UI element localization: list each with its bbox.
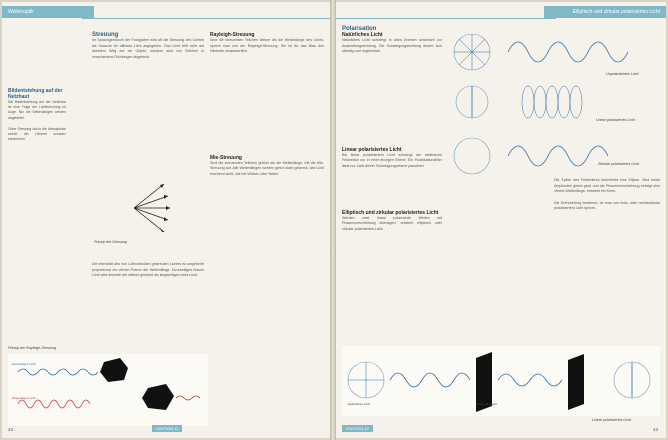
streuung-text-a: Im Sprachgebrauch der Fotografen wird oft die Streuung des Lichtes als Ursache für diffuses Licht angegeben. Das Licht trifft nicht auf direktem Weg auf ein Objekt, sondern wird von Teilchen in verschiedene Richtungen abgelenkt. [92,38,204,59]
unpolarized-caption: Unpolarisiertes Licht [606,72,639,76]
streuung-text-b: Die Intensität des von Luftmolekülen gestreuten Lichtes ist umgekehrt proportional zur vierten Potenz der Wellenlänge. Kurzwelliges blaues Licht wird deshalb viel stärker gestreut als langwelliges rotes Licht. [92,262,204,278]
mie-heading: Mie-Streuung [210,154,242,161]
left-section-badge: LEKTION 11 [152,425,182,432]
header-rule [82,18,330,19]
short-wave-label: kurzwelliges Licht [12,362,36,366]
sidebar-text-2: Ohne Streuung durch die Atmosphäre würde der Himmel schwarz erscheinen. [8,126,66,142]
rayleigh-caption: Prinzip der Rayleigh-Streuung [8,346,56,350]
bottom-cap-2: linear polarisiert [476,402,498,406]
natural-light-heading: Natürliches Licht [342,32,383,38]
scattering-figure [94,178,204,238]
right-text-b: Die Drehrichtung bestimmt, ob man von links- oder rechtszirkular polarisiertem Licht spricht. [554,200,660,211]
right-col-1 [342,26,442,232]
left-section [152,425,182,432]
left-col-1b [92,262,204,279]
rayleigh-text: Sind die streuenden Teilchen kleiner als die Wellenlänge des Lichts, spricht man von der Rayleigh-Streuung. Sie ist für das Blau des Himmels verantwortlich. [210,38,324,54]
left-col-1 [92,32,204,60]
polarisation-heading: Polarisation [342,26,377,32]
streuung-heading: Streuung [92,32,119,38]
sidebar [8,88,66,142]
linear-caption: Linear polarisiertes Licht [596,118,635,122]
scattering-caption: Prinzip der Streuung [94,240,127,244]
bottom-cap-3: Linear polarisiertes Licht [592,418,631,422]
linear-heading: Linear polarisiertes Licht [342,146,402,153]
right-section-badge: LEKTION 12 [342,425,373,432]
elliptic-text: Werden zwei linear polarisierte Wellen mit Phasenverschiebung überlagert, entsteht elliptisch oder zirkular polarisiertes Licht. [342,215,442,231]
right-section [342,425,373,432]
sidebar-title: Bildentstehung auf der Netzhaut [8,88,63,100]
sidebar-text-1: Die Bildentstehung auf der Netzhaut ist eine Folge der Lichtbrechung im Auge. Nur die Wellenlängen werden abgebildet. [8,100,66,120]
rayleigh-figure [8,354,208,426]
header-rule-right [336,18,556,19]
bottom-cap-1: Natürliches Licht [348,402,371,406]
left-page [2,2,330,438]
right-page-number: 43 [652,427,658,432]
right-text-a: Die Spitze des Feldvektors beschreibt eine Ellipse. Sind beide Amplituden gleich groß und die Phasenverschiebung beträgt eine Viertel-Wellenlänge, entsteht ein Kreis. [554,178,660,194]
elliptic-heading: Elliptisch und zirkular polarisiertes Licht [342,209,439,216]
right-col-2 [554,178,660,212]
right-header: Elliptisch und zirkular polarisiertes Licht [544,6,666,18]
long-wave-label: langwelliges Licht [12,396,36,400]
circular-caption: Zirkular polarisiertes Licht [598,162,639,166]
left-header: Wellenoptik [2,6,94,18]
left-col-2 [210,32,324,178]
left-page-number: 42 [8,427,14,432]
natural-light-text: Natürliches Licht schwingt in allen Ebenen senkrecht zur Ausbreitungsrichtung. Die Schwingungsrichtung ändert sich ständig und ungeordnet. [342,38,442,54]
linear-text: Bei linear polarisiertem Licht schwingt der elektrische Feldvektor nur in einer einzigen Ebene. Ein Polarisationsfilter lässt nur Licht dieser Schwingungsebene passieren. [342,152,442,168]
polarizer-figure [342,346,660,416]
rayleigh-heading: Rayleigh-Streuung [210,32,255,38]
mie-text: Sind die streuenden Teilchen größer als die Wellenlänge, tritt die Mie-Streuung auf. Alle Wellenlängen werden gleich stark gestreut, das Licht erscheint weiß, wie bei Wolken oder Nebel. [210,160,324,176]
right-page [336,2,666,438]
